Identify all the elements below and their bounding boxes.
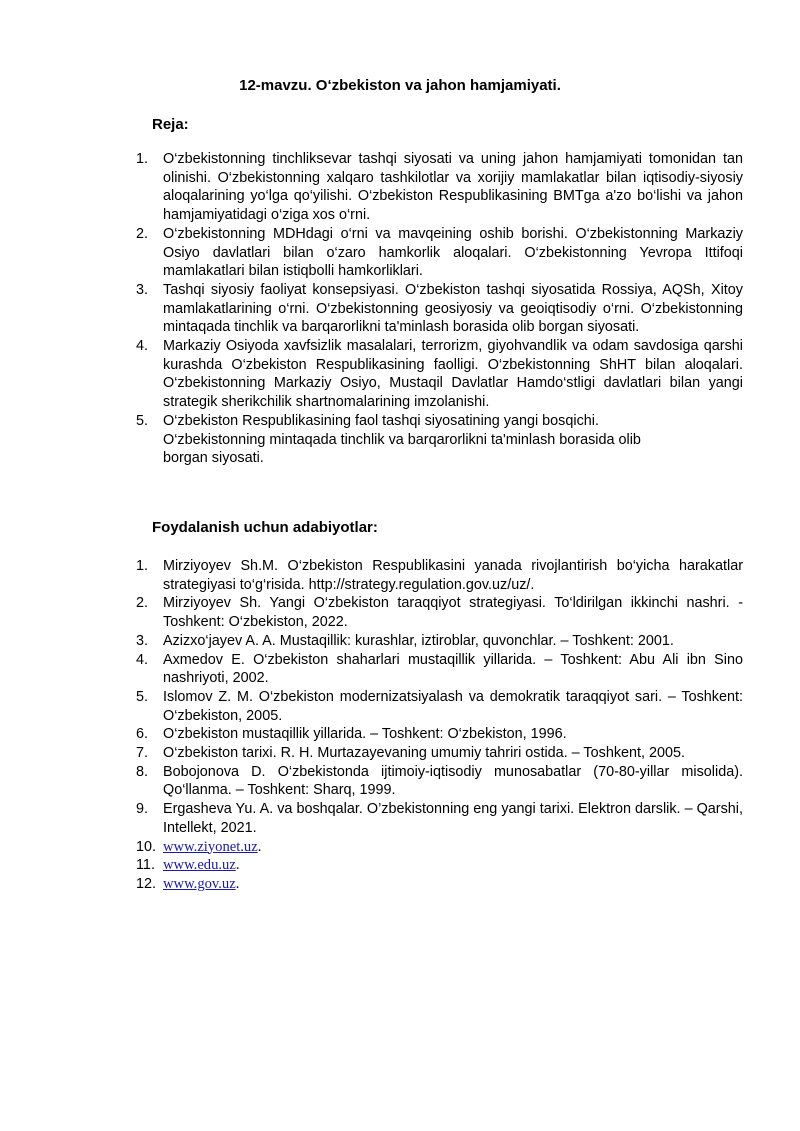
plan-item-text: Markaziy Osiyoda xavfsizlik masalalari, terrorizm, giyohvandlik va odam savdosiga qarshi kurashda O‘zbekiston Respublikasining faolligi. O‘zbekistonning ShHT bilan aloqalari. O‘zbekistonning Markaziy Osiyo, Mustaqil Davlatlar Hamdo‘stligi davlatlari bilan yangi strategik sherikchilik shartnomalarining imzolanishi.	[163, 338, 743, 411]
reference-text: Islomov Z. M. O‘zbekiston modernizatsiyalash va demokratik taraqqiyot sari. – Toshkent: O‘zbekiston, 2005.	[163, 688, 743, 724]
reference-text: O‘zbekiston mustaqillik yillarida. – Toshkent: O‘zbekiston, 1996.	[163, 726, 567, 743]
list-number: 4.	[136, 651, 149, 668]
list-number: 7.	[136, 745, 149, 762]
plan-item-text-line: O‘zbekiston Respublikasining faol tashqi siyosatining yangi bosqichi.	[163, 412, 599, 429]
plan-item-text: O‘zbekistonning tinchliksevar tashqi siyosati va uning jahon hamjamiyati tomonidan tan olinishi. O‘zbekistonning xalqaro tashkilotlar va xorijiy mamlakatlar bilan iqtisodiy-siyosiy aloqalarining yo‘lga qo‘yilishi. O‘zbekiston Respublikasining BMTga a'zo bo‘lishi va jahon hamjamiyatidagi o‘ziga xos o‘rni.	[163, 151, 743, 224]
reference-item	[0, 838, 800, 857]
list-number: 6.	[136, 726, 149, 743]
list-number: 5.	[136, 412, 149, 429]
reference-period: .	[235, 875, 240, 892]
list-number: 10.	[136, 838, 157, 855]
list-number: 1.	[136, 151, 149, 167]
plan-heading: Reja:	[152, 116, 189, 133]
reference-text: Azizxo‘jayev A. A. Mustaqillik: kurashlar, iztiroblar, quvonchlar. – Toshkent: 2001.	[163, 632, 674, 649]
plan-item-text: O‘zbekistonning MDHdagi o‘rni va mavqeining oshib borishi. O‘zbekistonning Markaziy Osiyo davlatlari bilan o‘zaro hamkorlik aloqalari. O‘zbekistonning Yevropa Ittifoqi mamlakatlari bilan istiqbolli hamkorliklari.	[163, 225, 743, 280]
list-number: 3.	[136, 632, 149, 649]
document-title: 12-mavzu. O‘zbekiston va jahon hamjamiyati.	[239, 77, 561, 94]
reference-item	[0, 744, 800, 763]
reference-item	[0, 800, 800, 837]
reference-item	[0, 594, 800, 631]
reference-item	[0, 725, 800, 744]
reference-text: Mirziyoyev Sh.M. O‘zbekiston Respublikasini yanada rivojlantirish bo‘yicha harakatlar strategiyasi to‘g‘risida. http://strategy.regulation.gov.uz/uz/.	[163, 558, 743, 593]
reference-link-gov[interactable]: www.gov.uz	[163, 875, 236, 892]
reference-item	[0, 875, 800, 894]
plan-item	[0, 225, 800, 281]
reference-link-ziyonet[interactable]: www.ziyonet.uz	[163, 838, 258, 855]
reference-item	[0, 557, 800, 594]
list-number: 8.	[136, 763, 149, 780]
plan-item	[0, 337, 800, 412]
list-number: 3.	[136, 281, 149, 298]
plan-item-text-line: borgan siyosati.	[163, 450, 264, 467]
plan-item	[0, 281, 800, 337]
plan-item	[0, 150, 800, 225]
reference-link-edu[interactable]: www.edu.uz	[163, 857, 236, 874]
reference-text: Ergasheva Yu. A. va boshqalar. O’zbekistonning eng yangi tarixi. Elektron darslik. – Qarshi, Intellekt, 2021.	[163, 801, 743, 836]
reference-period: .	[235, 857, 240, 874]
reference-item	[0, 688, 800, 725]
reference-item	[0, 763, 800, 800]
plan-item	[0, 412, 800, 468]
list-number: 5.	[136, 688, 149, 705]
reference-text: Bobojonova D. O‘zbekistonda ijtimoiy-iqtisodiy munosabatlar (70-80-yillar misolida). Qo‘llanma. – Toshkent: Sharq, 1999.	[163, 763, 743, 799]
reference-text: O‘zbekiston tarixi. R. H. Murtazayevaning umumiy tahriri ostida. – Toshkent, 2005.	[163, 745, 686, 762]
reference-text: Axmedov E. O‘zbekiston shaharlari mustaqillik yillarida. – Toshkent: Abu Ali ibn Sino nashriyoti, 2002.	[163, 651, 743, 687]
reference-text: Mirziyoyev Sh. Yangi O‘zbekiston taraqqiyot strategiyasi. To‘ldirilgan ikkinchi nashri. - Toshkent: O‘zbekiston, 2022.	[163, 595, 743, 631]
list-number: 2.	[136, 595, 149, 612]
plan-item-text: Tashqi siyosiy faoliyat konsepsiyasi. O‘zbekiston tashqi siyosatida Rossiya, AQSh, Xitoy mamlakatlarining o‘rni. O‘zbekistonning geosiyosiy va geoiqtisodiy o‘rni. O‘zbekistonning mintaqada tinchlik va barqarorlikni ta'minlash borasida olib borgan siyosati.	[163, 281, 743, 336]
reference-item	[0, 856, 800, 875]
plan-list	[0, 150, 800, 468]
reference-item	[0, 651, 800, 688]
reference-item	[0, 632, 800, 651]
list-number: 12.	[136, 875, 157, 892]
list-number: 4.	[136, 338, 149, 355]
list-number: 9.	[136, 801, 149, 818]
list-number: 11.	[136, 857, 155, 874]
references-list	[0, 557, 800, 894]
plan-item-text-line: O‘zbekistonning mintaqada tinchlik va barqarorlikni ta'minlash borasida olib	[163, 431, 641, 448]
reference-period: .	[257, 838, 262, 855]
list-number: 1.	[136, 558, 149, 574]
references-heading: Foydalanish uchun adabiyotlar:	[152, 519, 378, 536]
list-number: 2.	[136, 225, 149, 242]
